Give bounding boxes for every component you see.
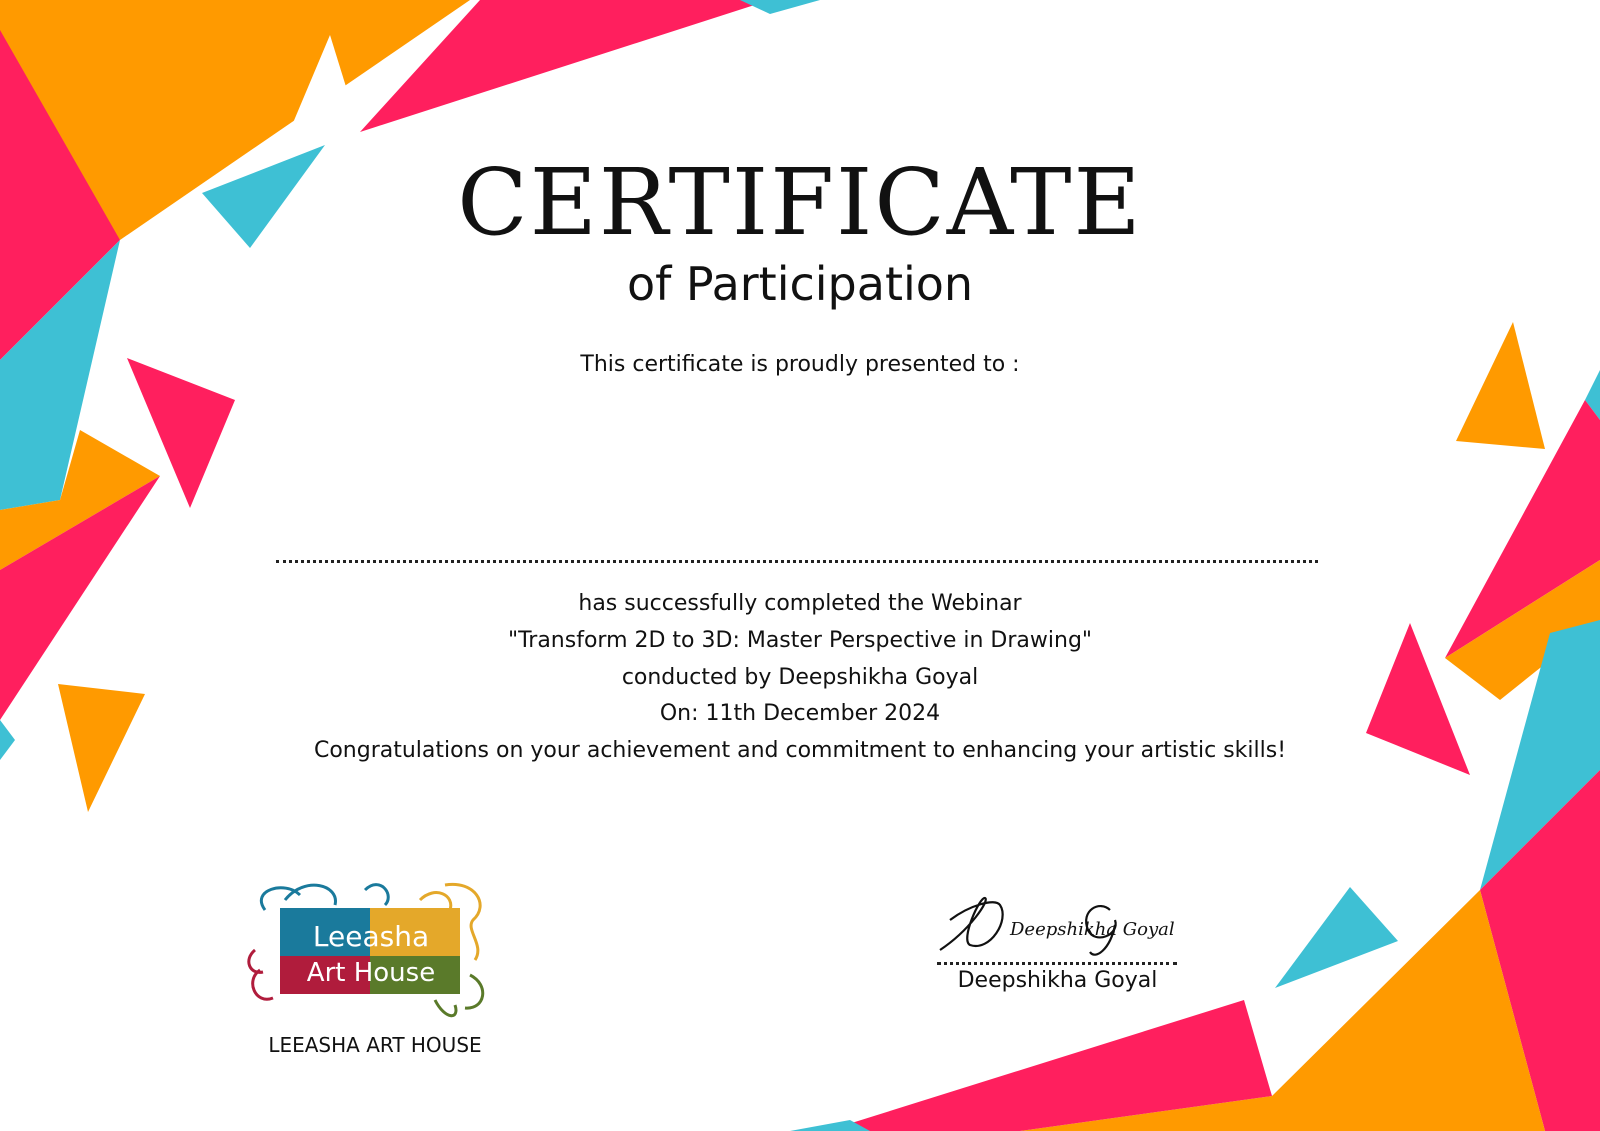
recipient-name-line bbox=[276, 560, 1318, 563]
leeasha-logo bbox=[245, 880, 505, 1030]
logo-line2: Art House bbox=[306, 958, 436, 988]
triangle-orange-right-top bbox=[1456, 322, 1545, 449]
body-line-date: On: 11th December 2024 bbox=[659, 701, 941, 727]
body-line-congratulations: Congratulations on your achievement and commitment to enhancing your artistic skills! bbox=[313, 738, 1287, 764]
signature-line bbox=[937, 962, 1177, 965]
triangle-cyan-top bbox=[740, 0, 820, 14]
body-line-conducted-by: conducted by Deepshikha Goyal bbox=[621, 664, 979, 690]
logo-caption: LEEASHA ART HOUSE bbox=[268, 1033, 482, 1057]
certificate-body bbox=[0, 586, 1600, 770]
triangle-cyan-bottom-right bbox=[1275, 887, 1398, 988]
logo-graphic bbox=[245, 880, 505, 1030]
certificate-subtitle: of Participation bbox=[626, 257, 974, 311]
logo-line1: Leeasha bbox=[312, 920, 430, 953]
signature-image bbox=[930, 890, 1190, 960]
certificate-title: CERTIFICATE bbox=[457, 149, 1143, 256]
presented-to-text: This certificate is proudly presented to : bbox=[580, 352, 1020, 377]
signatory-name: Deepshikha Goyal bbox=[957, 968, 1158, 993]
signature-script: Deepshikha Goyal bbox=[1010, 919, 1175, 940]
body-line-completion: has successfully completed the Webinar bbox=[578, 591, 1022, 616]
body-line-webinar-title: "Transform 2D to 3D: Master Perspective in Drawing" bbox=[507, 627, 1093, 653]
